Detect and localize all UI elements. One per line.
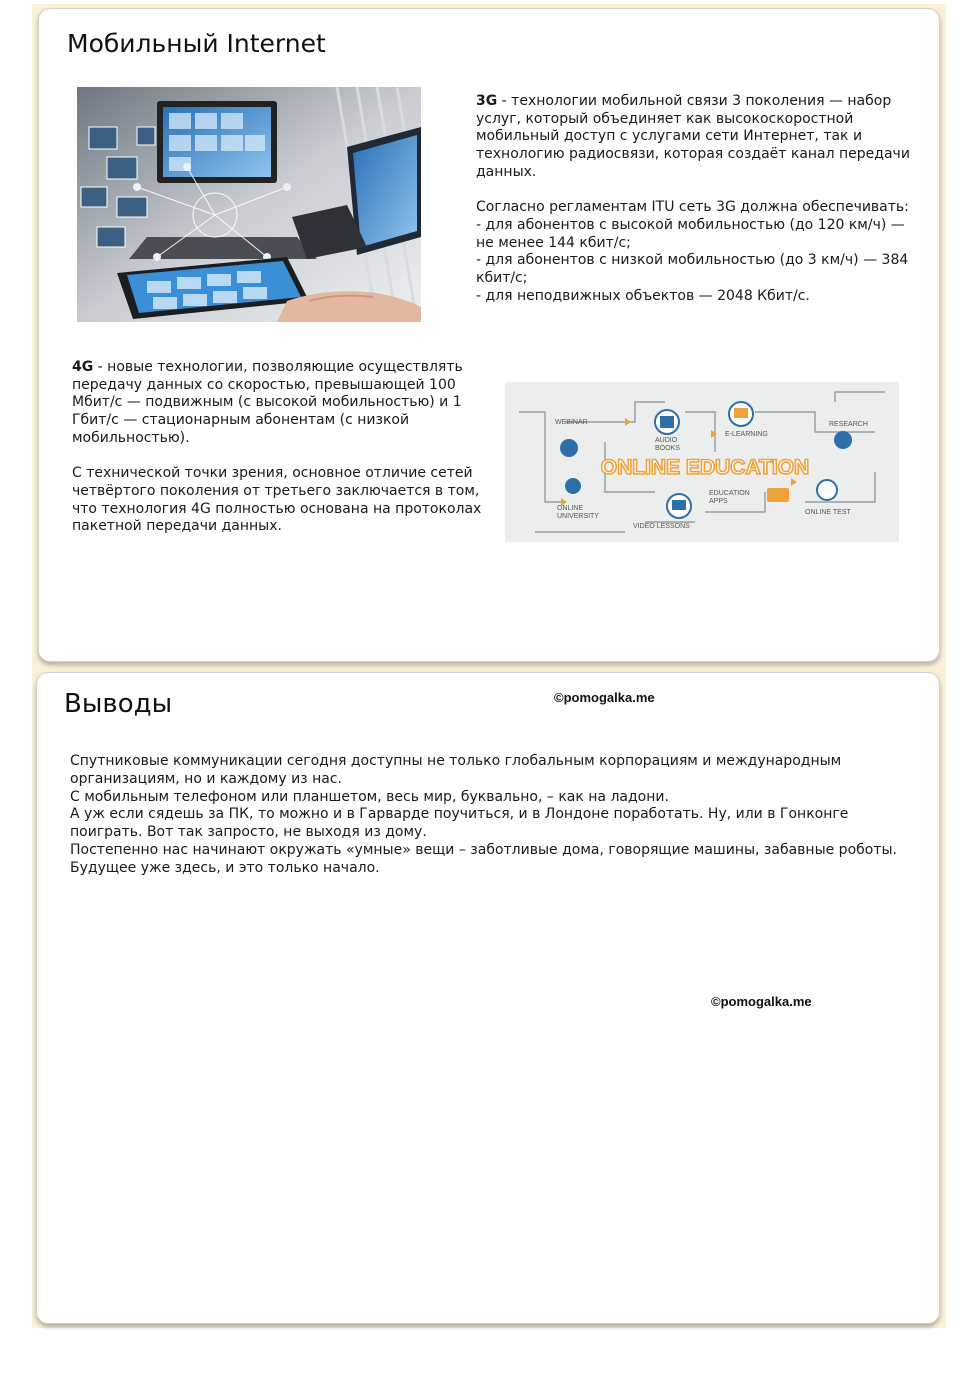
label-webinar: WEBINAR <box>555 419 588 426</box>
slide-conclusions <box>36 672 940 1324</box>
slide-title: Мобильный Internet <box>67 29 326 58</box>
3g-requirements: Согласно регламентам ITU сеть 3G должна обеспечивать: - для абонентов с высокой мобильностью (до 120 км/ч) — не менее 144 кбит/с; - для абонентов с низкой мобильностью (до 3 км/ч) — 384 кбит/с; - для неподвижных объектов — 2048 Кбит/с. <box>476 199 909 304</box>
4g-difference: С технической точки зрения, основное отличие сетей четвёртого поколения от третьего заключается в том, что технология 4G полностью основана на протоколах пакетной передачи данных. <box>72 465 482 535</box>
label-books: BOOKS <box>655 445 680 452</box>
label-video-lessons: VIDEO LESSONS <box>633 523 690 530</box>
label-audio: AUDIO <box>655 437 678 444</box>
label-university: UNIVERSITY <box>557 513 600 520</box>
conclusion-line: Будущее уже здесь, и это только начало. <box>70 859 380 876</box>
4g-definition-text: - новые технологии, позволяющие осуществлять передачу данных со скоростью, превышающей 100 Мбит/с — подвижным (с высокой мобильностью) и 1 Гбит/с — стационарным абонентам (с низкой мобильностью). <box>72 359 463 446</box>
conclusion-text <box>70 753 910 878</box>
slide-title: Выводы <box>64 689 173 719</box>
conclusion-line: Спутниковые коммуникации сегодня доступны не только глобальным корпорациям и международным организациям, но и каждому из нас. <box>70 753 842 787</box>
3g-description <box>476 93 916 305</box>
3g-definition-text: - технологии мобильной связи 3 поколения — набор услуг, который объединяет как высокоскоростной мобильный доступ с услугами сети Интернет, так и технологию радиосвязи, которая создаёт канал передачи данных. <box>476 93 910 180</box>
label-elearning: E-LEARNING <box>725 431 768 438</box>
4g-term: 4G <box>72 359 94 375</box>
conclusion-line: Постепенно нас начинают окружать «умные» вещи – заботливые дома, говорящие машины, забавные роботы. <box>70 841 897 858</box>
online-education-image <box>505 382 899 542</box>
label-online-test: ONLINE TEST <box>805 509 851 516</box>
label-research: RESEARCH <box>829 421 868 428</box>
label-apps: APPS <box>709 498 728 505</box>
slide-mobile-internet <box>38 8 940 662</box>
conclusion-line: С мобильным телефоном или планшетом, весь мир, буквально, – как на ладони. <box>70 788 669 805</box>
3g-definition <box>476 93 916 182</box>
3g-term: 3G <box>476 93 498 109</box>
4g-description <box>72 359 492 536</box>
watermark: ©pomogalka.me <box>711 994 812 1009</box>
watermark: ©pomogalka.me <box>554 690 655 705</box>
mobile-technology-image <box>77 87 421 322</box>
online-education-headline: ONLINE EDUCATION <box>600 456 810 479</box>
label-online: ONLINE <box>557 505 584 512</box>
conclusion-line: А уж если сядешь за ПК, то можно и в Гарварде поучиться, и в Лондоне поработать. Ну, или в Гонконге поиграть. Вот так запросто, не выходя из дому. <box>70 806 849 841</box>
4g-definition <box>72 359 492 448</box>
label-education: EDUCATION <box>709 490 750 497</box>
